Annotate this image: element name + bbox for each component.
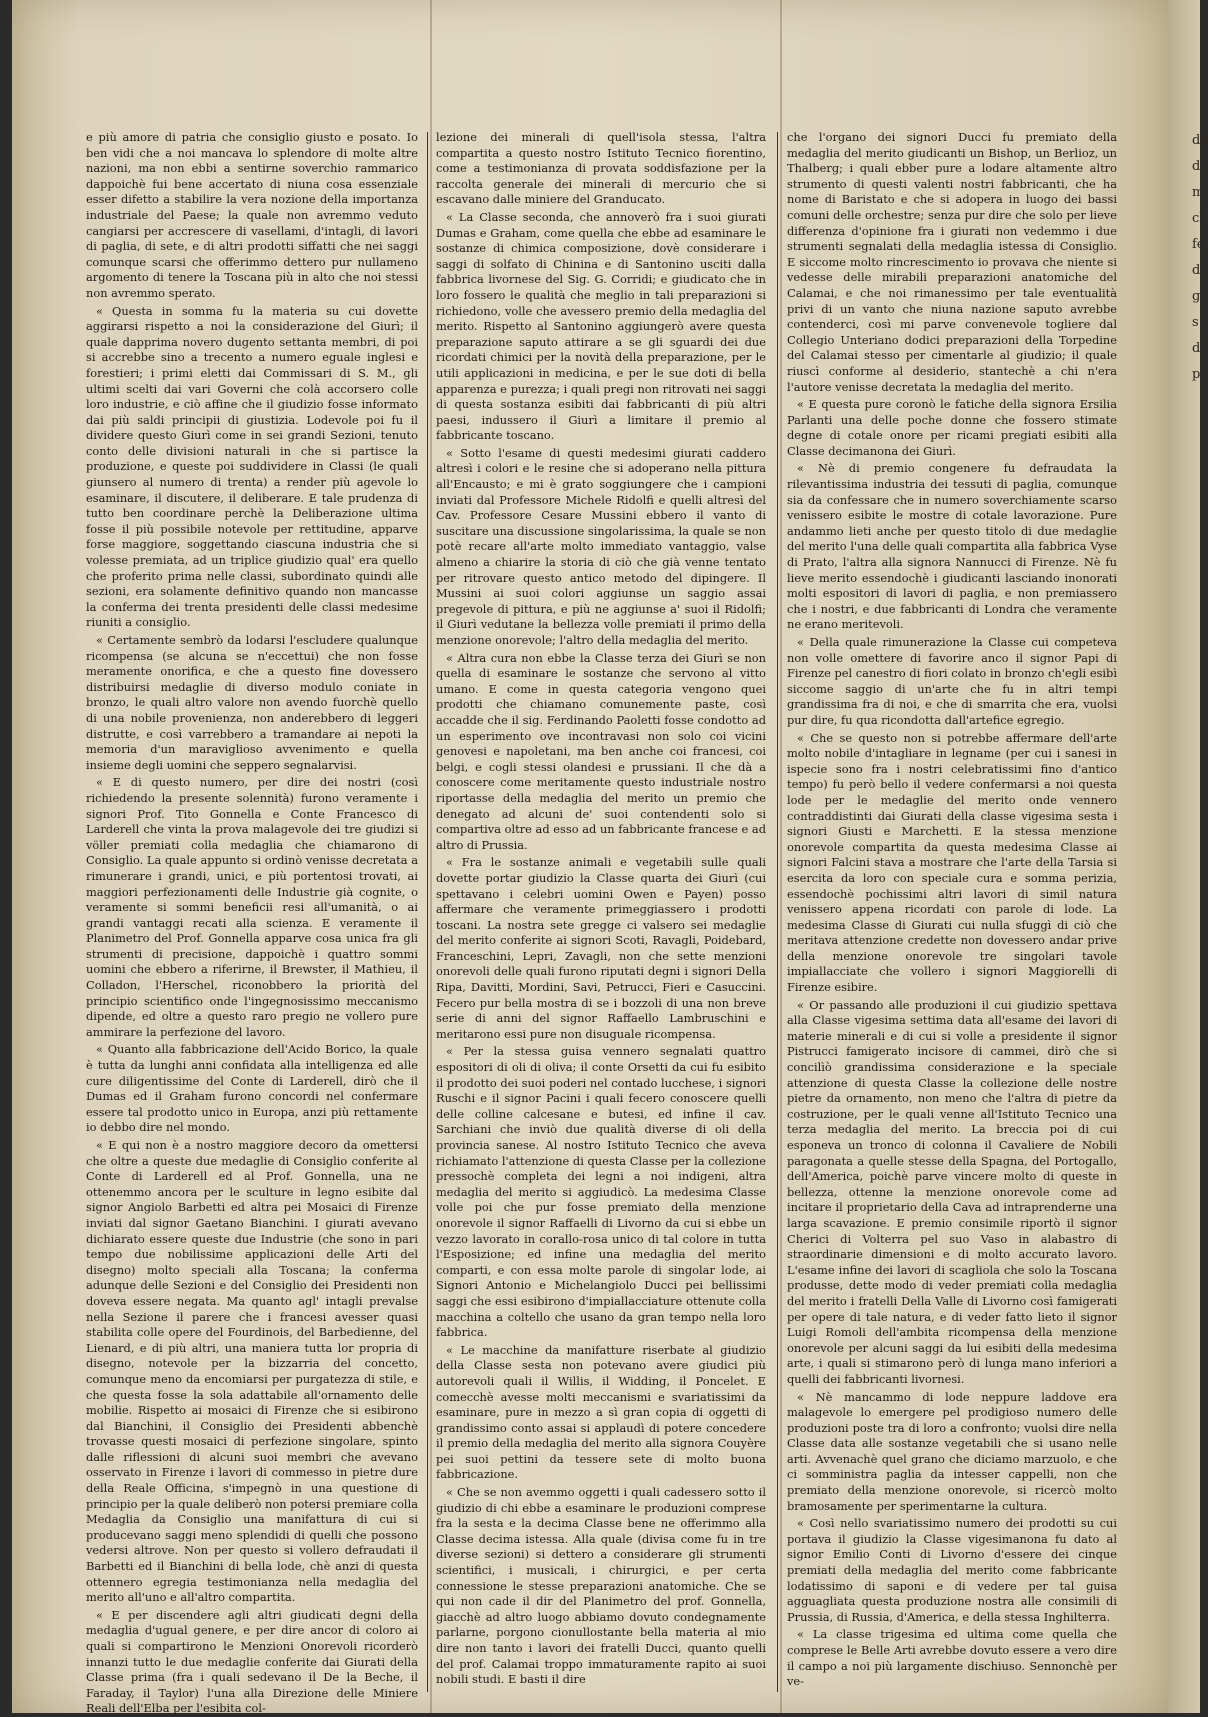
paragraph: « Per la stessa guisa vennero segnalati quattro espositori di oli di oliva; il conte Orsetti da cui fu esibito il prodotto dei suoi poderi nel contado lucchese, i signori Ruschi e il signor Pacini i quali fecero conoscere quelli delle colline calcesane e butesi, ed infine il cav. Sarchiani che inviò due qualità diverse di oli della provincia sanese. Al nostro Istituto Tecnico che aveva richiamato l'attenzione di questa Classe per la collezione pressochè completa dei legni a noi indigeni, altra medaglia del merito si aggiudicò. La medesima Classe volle poi che pur fosse premiato della menzione onorevole il signor Raffaelli di Livorno da cui si ebbe un vezzo lavorato in corallo-rosa unico di tal colore in tutta l'Esposizione; ed infine una medaglia del merito comparti, e con essa molte parole di singolar lode, ai Signori Antonio e Michelangiolo Ducci pei bellissimi saggi che essi esibirono d'impiallacciature ottenute colla macchina a coltello che usano da gran tempo nella loro fabbrica. [436,1044,766,1340]
paragraph: « La classe trigesima ed ultima come quella che comprese le Belle Arti avrebbe dovuto essere a vero dire il campo a noi più largamente dischiuso. Sennonchè per ve- [787,1627,1117,1689]
text-column-2 [436,130,766,1690]
adjacent-page-edge [1168,0,1208,1713]
edge-fragment: fe [1192,237,1205,252]
paragraph: « Sotto l'esame di questi medesimi giurati caddero altresì i colori e le resine che si adoperano nella pittura all'Encausto; e mi è grato soggiungere che i campioni inviati dal Professore Michele Ridolfi e quelli altresì del Cav. Professore Cesare Mussini ebbero il vanto di suscitare una discussione singolarissima, la quale se non potè recare all'arte molto immediato vantaggio, valse almeno a chiarire la storia di ciò che già venne tentato per ritrovare questo antico metodo del dipingere. Il Mussini ai suoi colori aggiunse un saggio assai pregevole di pittura, e più ne aggiunse a' suoi il Ridolfi; il Giurì vedutane la bellezza volle premiati il primo della menzione onorevole; l'altro della medaglia del merito. [436,445,766,647]
column-rule [427,132,428,1692]
text-column-1 [86,130,419,1716]
column-rule [777,132,778,1692]
edge-fragment: cl [1192,211,1204,226]
paragraph: che l'organo dei signori Ducci fu premiato della medaglia del merito giudicanti un Bishop, un Berlioz, un Thalberg; i quali ebber pure a lodare altamente altro strumento di questi valenti nostri fabbricanti, che ha nome di Baristato e che si adopera in luogo dei bassi comuni delle orchestre; senza pur dire che solo per lieve differenza d'opinione fra i giurati non vedemmo i due strumenti segnalati della medaglia istessa di Consiglio. E siccome molto rincrescimento io provava che niente si vedesse delle mirabili preparazioni anatomiche del Calamai, e che noi rimanessimo per tale eventualità privi di un vanto che niuna nazione saputo avrebbe contenderci, così mi parve convenevole togliere dal Collegio Unteriano dodici preparazioni della Torpedine del Calamai stesso per cimentarle al giudizio; il quale riuscì conforme al desiderio, stantechè a chi n'era l'autore venisse decretata la medaglia del merito. [787,130,1117,394]
edge-fragment: d [1192,159,1201,174]
edge-fragment: de [1192,133,1208,148]
edge-fragment: g [1192,289,1201,304]
edge-fragment: d [1192,263,1201,278]
edge-fragment: m [1192,185,1205,200]
paragraph: « La Classe seconda, che annoverò fra i suoi giurati Dumas e Graham, come quella che ebbe ad esaminare le sostanze di chimica composizione, dovè considerare i saggi di solfato di Chinina e di Santonino usciti dalla fabbrica livornese del Sig. G. Corridi; e giudicato che in loro fossero le qualità che meglio in tali preparazioni si richiedono, volle che avessero premio della medaglia del merito. Rispetto al Santonino aggiungerò avere questa preparazione saputo attirare a se gli sguardi dei due ricordati chimici per la novità della preparazione, per le utili applicazioni in medicina, e per le sue doti di bella apparenza e purezza; i quali pregi non ritrovati nei saggi di questa sostanza esibiti dai fabbricanti di più altri paesi, indussero il Giurì a limitare il premio al fabbricante toscano. [436,209,766,443]
paragraph: « Or passando alle produzioni il cui giudizio spettava alla Classe vigesima settima data all'esame dei lavori di materie minerali e di cui si volle a presidente il signor Pistrucci famigerato incisore di cammei, dirò che si concilìò grandissima considerazione e la speciale attenzione di questa Classe la collezione delle nostre pietre da ornamento, non meno che l'altra di pietre da costruzione, per le quali venne all'Istituto Tecnico una terza medaglia del merito. La breccia poi di cui esponeva un tronco di colonna il Cavaliere de Nobili paragonata a quelle stesse della Spagna, del Portogallo, dell'America, poichè parve vincere molto di queste in bellezza, ottenne la menzione onorevole come ad incitare il proprietario della Cava ad intraprenderne una larga scavazione. E premio consimile riportò il signor Cherici di Volterra pel suo Vaso in alabastro di straordinarie dimensioni e di molto accurato lavoro. L'esame infine dei lavori di scagliola che solo la Toscana produsse, dette modo di veder premiati colla medaglia del merito i fratelli Della Valle di Livorno così famigerati per opere di tale natura, e di veder fatto lieto il signor Luigi Romoli dell'ambita ricompensa della menzione onorevole per alcuni saggi da lui esibiti della medesima arte, i quali si stimarono però di lunga mano inferiori a quelli dei fabbricanti livornesi. [787,997,1117,1386]
paragraph: « E qui non è a nostro maggiore decoro da omettersi che oltre a queste due medaglie di Consiglio conferite al Conte di Larderell ed al Prof. Gonnella, una ne ottenemmo ancora per le sculture in legno esibite dal signor Angiolo Barbetti ed altra pei Mosaici di Firenze inviati dal signor Gaetano Bianchini. I giurati avevano dichiarato essere queste due Industrie (che sono in pari tempo due nobilissime applicazioni delle Arti del disegno) molto speciali alla Toscana; la conferma adunque delle Sezioni e del Consiglio dei Presidenti non doveva essere negata. Ma quanto agl' intagli prevalse nella Sezione il parere che i francesi avesser quasi stabilita colle opere del Fourdinois, del Barbedienne, del Lienard, e di più altri, una maniera tutta lor propria di disegno, notevole per la bizzarria del concetto, comunque meno da encomiarsi per purgatezza di stile, e che questa fosse la sola adattabile all'ornamento delle mobilie. Rispetto ai mosaici di Firenze che si esibirono dal Bianchini, il Consiglio dei Presidenti abbenchè trovasse questi mosaici di perfezione singolare, spinto dalle riflessioni di alcuni suoi membri che avevano osservato in Firenze i lavori di commesso in pietre dure della Reale Officina, s'impegnò in una questione di principio per la quale deliberò non potersi premiare colla Medaglia da Consiglio una manifattura di cui si producevano saggi meno splendidi di quelli che possono vedersi altrove. Non per questo si vollero defraudati il Barbetti ed il Bianchini di bella lode, chè anzi di questa ottennero egregia testimonianza nella medaglia del merito all'uno e all'altro compartita. [86,1138,419,1605]
edge-fragment: d [1192,341,1201,356]
paragraph: lezione dei minerali di quell'isola stessa, l'altra compartita a questo nostro Istituto Tecnico fiorentino, come a testimonianza di provata soddisfazione per la raccolta generale dei minerali di mercurio che si escavano dalle miniere del Granducato. [436,130,766,207]
paragraph: e più amore di patria che consiglio giusto e posato. Io ben vidi che a noi mancava lo splendore di molte altre nazioni, ma non ebbi a sentirne soverchio rammarico dappoichè fui bene accertato di niuna cosa essenziale esser difetto a stabilire la vera nozione della importanza industriale del Paese; la quale non avremmo veduto cangiarsi per accrescere di vasellami, d'intagli, di lavori di paglia, di sete, e di altri prodotti siffatti che nei saggi comunque scarsi che offerimmo detterо pur nullameno argomento di tenere la Toscana più in alto che noi stessi non avremmo sperato. [86,130,418,300]
paragraph: « E questa pure coronò le fatiche della signora Ersilia Parlanti una delle poche donne che fossero stimate degne di cotale onore per ricami pregiati esibiti alla Classe decimanona dei Giurì. [787,397,1117,458]
edge-fragment: p [1192,367,1201,382]
paragraph: « Della quale rimunerazione la Classe cui competeva non volle omettere di favorire anco il signor Papi di Firenze pel canestro di fiori colato in bronzo ch'egli esibì siccome saggio di un'arte che fu in altri tempi grandissima fra di noi, e che di smarrita che era, vuolsi pur dire, fu qua ricondotta dall'artefice egregio. [787,635,1117,727]
paragraph: « E di questo numero, per dire dei nostri (così richiedendo la presente solennità) furono veramente i signori Prof. Tito Gonnella e Conte Francesco di Larderell che vinta la prova malagevole dei tre giudizi si völler premiati colla medaglia che chiamarono di Consiglio. La quale appunto si ordinò venisse decretata a rimunerare i grandi, unici, e più portentosi trovati, ai maggiori perfezionamenti delle Industrie già cognite, o veramente si sommi beneficii resi all'umanità, o ai grandi vantaggi recati alla scienza. E veramente il Planimetro del Prof. Gonnella apparve cosa unica fra gli strumenti di precisione, dappoichè i quattro sommi uomini che ebbero a riferirne, il Brewster, il Mathieu, il Colladon, l'Herschel, riconobbero la priorità del principio scientifico onde l'ingegnosissimo meccanismo dipende, ed oltre a questo raro pregio ne vollero pure ammirare la perfezione del lavoro. [86,775,418,1039]
paragraph: « Questa in somma fu la materia su cui dovette aggirarsi rispetto a noi la considerazione del Giurì; il quale dapprima novero dugento settanta membri, di poi si accrebbe sino a trecento a numero eguale inglesi e forestieri; i primi eletti dai Commissari di S. M., gli ultimi scelti dai vari Governi che colà accorsero colle loro industrie, e ciò affine che il giudizio fosse informato dai più saldi principii di giustizia. Lodevole poi fu il dividere questo Giurì come in sei grandi Sezioni, tenuto conto delle divisioni naturali in che si partisce la produzione, e queste poi suddividere in Classi (le quali giunsero al numero di trenta) a render più agevole lo esaminare, il discutere, il deliberare. E tale prudenza di tutto ben coordinare perchè la Deliberazione ultima fosse il più possibile notevole per rettitudine, apparve forse maggiore, soggettando ciascuna industria che si volesse premiata, ad un triplice giudizio qual' era quello che proferito prima nelle classi, subordinato quindi alle sezioni, era solamente definitivo quando non mancasse la conferma dei trenta presidenti delle classi medesime riuniti a consiglio. [86,303,418,630]
paragraph: « Fra le sostanze animali e vegetabili sulle quali dovette portar giudizio la Classe quarta dei Giurì (cui spettavano i celebri uomini Owen e Payen) posso affermare che veramente primeggiassero i prodotti toscani. La nostra sete gregge ci valsero sei medaglie del merito conferite ai signori Scoti, Ravagli, Poidebard, Franceschini, Lepri, Zavagli, non che sette menzioni onorevoli delle quali furono riputati degni i signori Della Ripa, Davitti, Mordini, Savi, Petrucci, Fieri e Casuccini. Fecero pur bella mostra di se i bozzoli di una non breve serie di anni del signor Raffaello Lambruschini e meritarono essi pure non disuguale ricompensa. [436,855,766,1041]
paragraph: « E per discendere agli altri giudicati degni della medaglia d'ugual genere, e per dire ancor di coloro ai quali si compartirono le Menzioni Onorevoli ricorderò innanzi tutto le due medaglie conferite dai Giurati della Classe prima (fra i quali sedevano il De la Beche, il Faraday, il Taylor) l'una alla Direzione delle Miniere Reali dell'Elba per l'esibita col- [86,1607,418,1716]
paragraph: « Quanto alla fabbricazione dell'Acido Borico, la quale è tutta da lunghi anni confidata alla intelligenza ed alle cure diligentissime del Conte di Larderell, dirò che il Dumas ed il Graham furono concordi nel confermare essere tal prodotto unico in Europa, anzi più rettamente io debbo dire nel mondo. [86,1042,418,1135]
paragraph: « Che se non avemmo oggetti i quali cadessero sotto il giudizio di chi ebbe a esaminare le produzioni comprese fra la sesta e la decima Classe bene ne offerimmo alla Classe decima istessa. Alla quale (divisa come fu in tre diverse sezioni) si dettero a considerare gli strumenti scientifici, i musicali, i chirurgici, e per certa connessione le stesse preparazioni anatomiche. Che se qui non cade il dir del Planimetro del prof. Gonnella, giacchè ad altro luogo abbiamo dovuto condegnamente parlarne, porgono cionullostante bella materia al mio dire non tanto i lavori dei fratelli Ducci, quanto quelli del prof. Calamai troppo immaturamente rapito ai suoi nobili studi. E basti il dire [436,1485,766,1687]
paragraph: « Le macchine da manifatture riserbate al giudizio della Classe sesta non potevano avere giudici più autorevoli quali il Willis, il Widding, il Poncelet. E comecchè avesse molti meccanismi e svariatissimi da esaminare, pure in mezzo a sì gran copia di oggetti di grandissimo conto assai si applaudì di potere concedere il premio della medaglia del merito alla signora Couyère pei suoi pettini da tessere sete di molto buona fabbricazione. [436,1342,766,1482]
paragraph: « Che se questo non si potrebbe affermare dell'arte molto nobile d'intagliare in legname (per cui i sanesi in ispecie sono fra i nostri celebratissimi fino d'antico tempo) fu però bello il vedere confermarsi a noi questa lode per le medaglie del merito onde vennero contraddistinti dai Giurati della classe vigesima sesta i signori Giusti e Marchetti. E la stessa menzione onorevole compartita da questa medesima Classe ai signori Falcini stava a mostrare che l'arte della Tarsia si esercita da loro con speciale cura e somma perizia, essendochè pochissimi altri lavori di simil natura venissero appena ricordati con parole di lode. La medesima Classe di Giurati cui nulla sfuggì di ciò che meritava attenzione credette non dovessero andar prive della menzione onorevole tre singolari tavole impiallacciate che vollero i signori Maggiorelli di Firenze esibire. [787,730,1117,995]
fold-shadow [430,0,432,1713]
paragraph: « Certamente sembrò da lodarsi l'escludere qualunque ricompensa (se alcuna se n'eccettui) che non fosse meramente onorifica, e che a questo fine dovessero distribuirsi medaglie di diverso modulo coniate in bronzo, le quali altro valore non avendo fuorchè quello di una nobile provenienza, non anderebbero di leggeri distrutte, e così varrebbero a tramandare ai nepoti la memoria d'un maraviglioso avvenimento e quella insieme degli uomini che seppero segnalarvisi. [86,633,418,772]
paragraph: « Altra cura non ebbe la Classe terza dei Giurì se non quella di esaminare le sostanze che servono al vitto umano. E come in questa categoria vengono quei prodotti che chiamano comunemente paste, così accadde che il sig. Ferdinando Paoletti fosse condotto ad un esperimento ove incontravasi non solo coi vicini genovesi e napoletani, ma ben anche coi francesi, coi belgi, e cogli stessi olandesi e prussiani. Il che dà a conoscere come meritamente questo industriale nostro riportasse della medaglia del merito un premio che denegato ad alcuni de' suoi contendenti solo si compartiva oltre ad esso ad un fabbricante francese e ad altro di Prussia. [436,650,766,852]
text-column-3 [787,130,1117,1690]
paragraph: « Nè di premio congenere fu defraudata la rilevantissima industria dei tessuti di paglia, comunque sia da confessare che in numero soverchiamente scarso venissero esibite le mostre di cotale lavorazione. Pure andammo lieti anche per questo titolo di due medaglie del merito l'una delle quali compartita alla fabbrica Vyse di Prato, l'altra alla signora Nannucci di Firenze. Nè fu lieve merito essendochè i giudicanti lasciando inonorati molti espositori di lavori di paglia, e non premiassero che i nostri, e due fabbricanti di Londra che veramente ne erano meritevoli. [787,461,1117,632]
edge-fragment: s [1192,315,1199,330]
paragraph: « Nè mancammo di lode neppure laddove era malagevole lo emergere pel prodigioso numero delle produzioni poste tra di loro a confronto; vuolsi dire nella Classe data alle sostanze vegetabili che si usano nelle arti. Avvenachè quel grano che diciamo marzuolo, e che ci somministra paglia da intesser cappelli, non che premiato della menzione onorevole, si ricercò molto bramosamente per sperimentarne la cultura. [787,1389,1117,1513]
paragraph: « Così nello svariatissimo numero dei prodotti su cui portava il giudizio la Classe vigesimanona fu dato al signor Emilio Conti di Livorno d'essere dei cinque premiati della medaglia del merito come fabbricante lodatissimo di saponi e di vedere per tal guisa agguagliata questa produzione nostra alle consimili di Prussia, di Russia, d'America, e della stessa Inghilterra. [787,1516,1117,1624]
fold-shadow [780,0,782,1713]
